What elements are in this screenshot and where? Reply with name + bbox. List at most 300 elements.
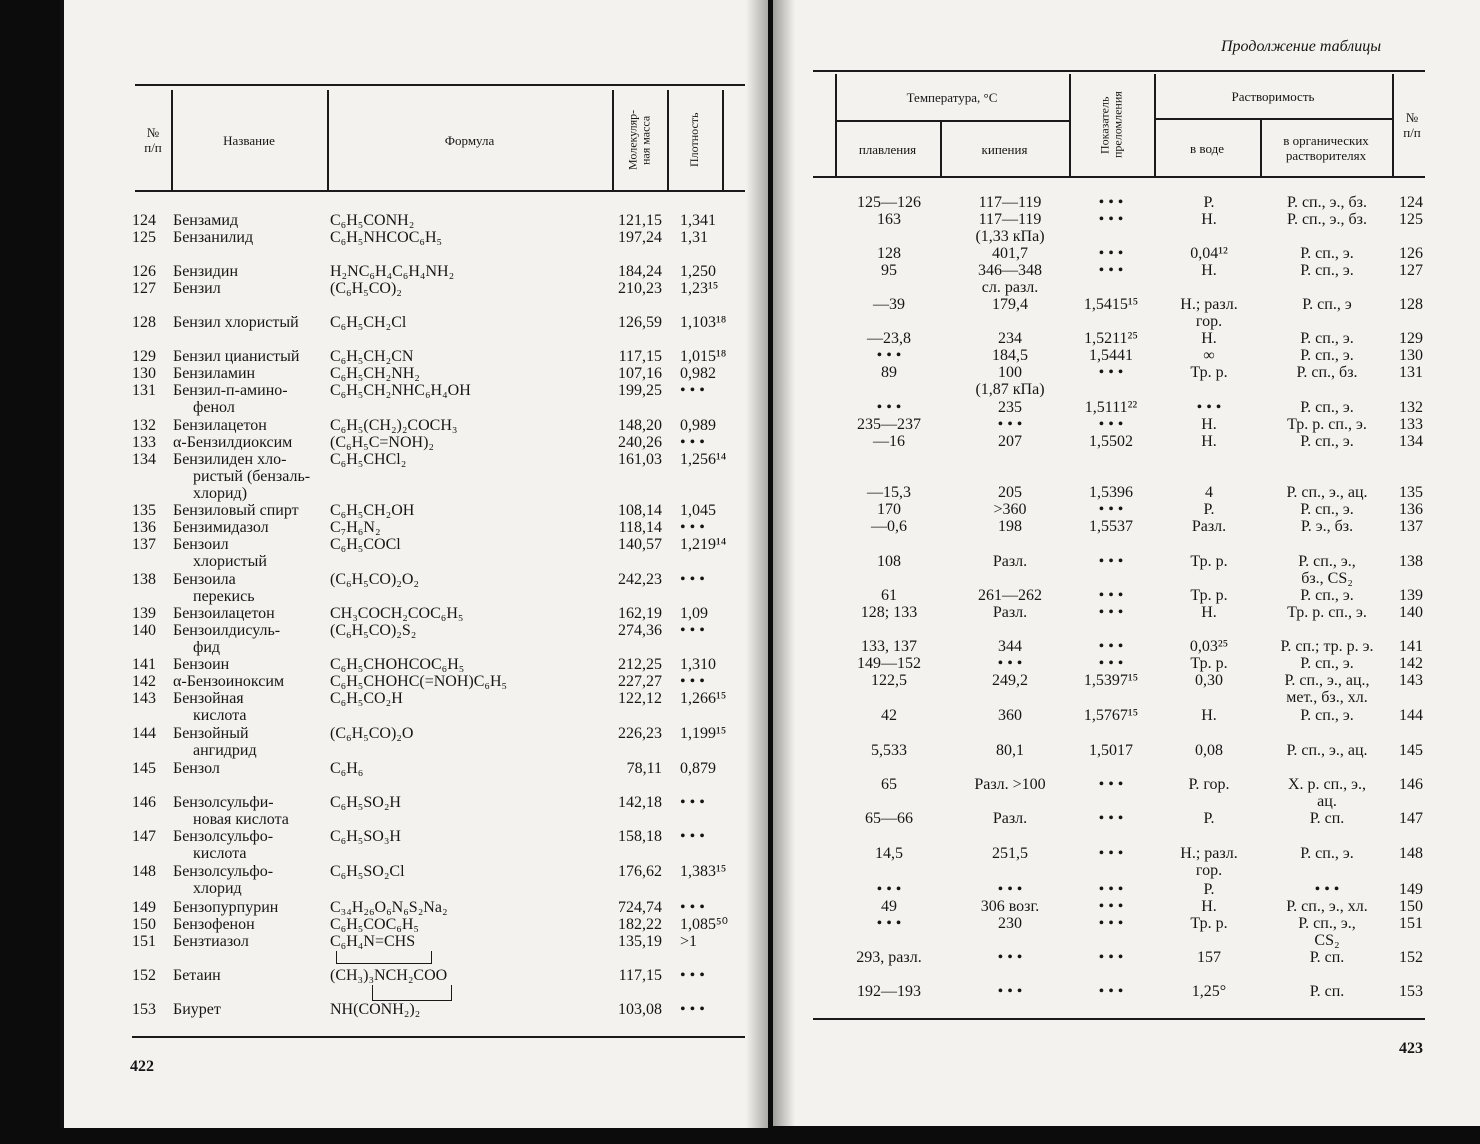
organic-solubility: Р. сп., э. (1300, 262, 1354, 279)
melting-point: —15,3 (867, 484, 911, 501)
header-formula: Формула (444, 132, 495, 148)
organic-solubility: Р. сп., э., бз., CS₂ (1298, 553, 1356, 587)
row-number: 131 (1399, 364, 1423, 381)
molecular-mass: 242,23 (618, 571, 662, 588)
compound-name: Бензиламин (173, 365, 256, 382)
melting-point: 163 (877, 211, 901, 228)
header-col-divider (722, 90, 724, 190)
boiling-point: >360 (993, 501, 1027, 518)
boiling-point: 360 (998, 707, 1022, 724)
refraction-index: 1,5017 (1089, 742, 1133, 759)
compound-formula: (C₆H₅CO)₂S₂ (330, 622, 417, 639)
refraction-index: 1,5441 (1089, 347, 1133, 364)
compound-name: Бензолсульфи- новая кислота (173, 794, 289, 828)
melting-point: • • • (876, 399, 902, 416)
molecular-mass: 210,23 (618, 280, 662, 297)
row-number: 152 (1399, 949, 1423, 966)
row-number: 148 (1399, 845, 1423, 862)
compound-name: Бензиловый спирт (173, 502, 299, 519)
row-number: 146 (1399, 776, 1423, 793)
boiling-point: 198 (998, 518, 1022, 535)
organic-solubility: Р. сп., э. (1300, 433, 1354, 450)
melting-point: 5,533 (871, 742, 907, 759)
refraction-index: • • • (1098, 553, 1124, 570)
melting-point: 133, 137 (861, 638, 917, 655)
organic-solubility: Р. сп., э., ац. (1286, 484, 1368, 501)
water-solubility: Тр. р. (1190, 364, 1228, 381)
row-number: 133 (1399, 416, 1423, 433)
row-number: 150 (132, 916, 156, 933)
melting-point: 170 (877, 501, 901, 518)
refraction-index: 1,5537 (1089, 518, 1133, 535)
boiling-point: • • • (997, 881, 1023, 898)
boiling-point: • • • (997, 949, 1023, 966)
molecular-mass: 724,74 (618, 899, 662, 916)
refraction-index: 1,5415¹⁵ (1083, 296, 1139, 313)
compound-name: Бензил (173, 280, 221, 297)
water-solubility: • • • (1196, 399, 1222, 416)
boiling-point: 205 (998, 484, 1022, 501)
compound-formula: C₆H₅COC₆H₅ (330, 916, 419, 933)
compound-formula: C₆H₆ (330, 760, 364, 777)
boiling-point: Разл. >100 (974, 776, 1046, 793)
compound-name: Бензолсульфо- кислота (173, 828, 274, 862)
compound-formula: C₆H₅CH₂Cl (330, 314, 407, 331)
density-value: 1,199¹⁵ (680, 725, 727, 742)
water-solubility: 0,04¹² (1190, 245, 1228, 262)
header-num: № п/п (1403, 110, 1421, 140)
water-solubility: Р. гор. (1188, 776, 1230, 793)
row-number: 145 (132, 760, 156, 777)
density-value: 1,09 (680, 605, 708, 622)
row-number: 153 (132, 1001, 156, 1018)
row-number: 138 (132, 571, 156, 588)
water-solubility: 0,03²⁵ (1189, 638, 1229, 655)
melting-point: 122,5 (871, 672, 907, 689)
compound-name: Бензтиазол (173, 933, 249, 950)
boiling-point: 100 (1,87 кПа) (975, 364, 1045, 398)
row-number: 149 (1399, 881, 1423, 898)
row-number: 135 (132, 502, 156, 519)
compound-formula: C₆H₅CH₂OH (330, 502, 415, 519)
density-value: • • • (680, 794, 705, 811)
water-solubility: Н.; разл. гор. (1180, 296, 1238, 330)
organic-solubility: Р. сп., э. (1300, 330, 1354, 347)
density-value: • • • (680, 622, 705, 639)
row-number: 140 (132, 622, 156, 639)
organic-solubility: Р. сп., э., хл. (1286, 898, 1368, 915)
boiling-point: 235 (998, 399, 1022, 416)
organic-solubility: Р. сп. (1309, 949, 1345, 966)
water-solubility: 4 (1205, 484, 1213, 501)
row-number: 127 (1399, 262, 1423, 279)
compound-name: Бензопурпурин (173, 899, 279, 916)
molecular-mass: 274,36 (618, 622, 662, 639)
molecular-mass: 117,15 (618, 967, 662, 984)
melting-point: 149—152 (857, 655, 921, 672)
density-value: >1 (680, 933, 698, 950)
row-number: 149 (132, 899, 156, 916)
water-solubility: Тр. р. (1190, 915, 1228, 932)
compound-formula: (C₆H₅CO)₂O₂ (330, 571, 419, 588)
water-solubility: Тр. р. (1190, 587, 1228, 604)
row-number: 135 (1399, 484, 1423, 501)
refraction-index: • • • (1098, 845, 1124, 862)
row-number: 141 (132, 656, 156, 673)
molecular-mass: 122,12 (618, 690, 662, 707)
boiling-point: 251,5 (992, 845, 1028, 862)
compound-name: Бензол (173, 760, 220, 777)
molecular-mass: 118,14 (618, 519, 662, 536)
molecular-mass: 126,59 (618, 314, 662, 331)
compound-formula: C₆H₅CHCl₂ (330, 451, 407, 468)
compound-formula: C₇H₆N₂ (330, 519, 381, 536)
melting-point: • • • (876, 881, 902, 898)
density-value: 1,266¹⁵ (680, 690, 727, 707)
water-solubility: Н. (1201, 211, 1217, 228)
refraction-index: 1,5111²² (1084, 399, 1138, 416)
density-value: • • • (680, 519, 705, 536)
row-number: 142 (1399, 655, 1423, 672)
organic-solubility: Р. сп., э. (1300, 399, 1354, 416)
melting-point: • • • (876, 915, 902, 932)
refraction-index: • • • (1098, 211, 1124, 228)
compound-formula: H₂NC₆H₄C₆H₄NH₂ (330, 263, 455, 280)
row-number: 131 (132, 382, 156, 399)
compound-name: α-Бензоиноксим (173, 673, 285, 690)
water-solubility: Н. (1201, 707, 1217, 724)
row-number: 145 (1399, 742, 1423, 759)
compound-name: Бензофенон (173, 916, 255, 933)
density-value: 1,31 (680, 229, 708, 246)
molecular-mass: 162,19 (618, 605, 662, 622)
row-number: 143 (132, 690, 156, 707)
water-solubility: Р. (1203, 501, 1215, 518)
density-value: 1,310 (680, 656, 716, 673)
refraction-index: • • • (1098, 416, 1124, 433)
organic-solubility: Р. сп., э. (1300, 655, 1354, 672)
ring-bond-line (336, 963, 432, 964)
melting-point: 235—237 (857, 416, 921, 433)
page-spine-edge (60, 0, 64, 1128)
melting-point: 293, разл. (856, 949, 922, 966)
organic-solubility: Р. сп., бз. (1296, 364, 1358, 381)
boiling-point: 249,2 (992, 672, 1028, 689)
compound-name: Бензанилид (173, 229, 254, 246)
compound-name: Бензоин (173, 656, 230, 673)
boiling-point: Разл. (992, 810, 1028, 827)
organic-solubility: Р. сп.; тр. р. э. (1280, 638, 1374, 655)
row-number: 136 (1399, 501, 1423, 518)
boiling-point: 117—119 (978, 194, 1042, 211)
water-solubility: 0,08 (1195, 742, 1223, 759)
melting-point: —23,8 (867, 330, 911, 347)
melting-point: 125—126 (857, 194, 921, 211)
melting-point: 49 (881, 898, 897, 915)
melting-point: 14,5 (875, 845, 903, 862)
melting-point: 42 (881, 707, 897, 724)
header-in-water: в воде (1190, 140, 1224, 156)
water-solubility: Тр. р. (1190, 655, 1228, 672)
compound-formula: NH(CONH₂)₂ (330, 1001, 421, 1018)
header-num: № п/п (144, 125, 162, 155)
refraction-index: 1,5396 (1089, 484, 1133, 501)
compound-name: Бензойная кислота (173, 690, 247, 724)
header-solubility: Растворимость (1231, 88, 1315, 104)
molecular-mass: 184,24 (618, 263, 662, 280)
refraction-index: • • • (1098, 364, 1124, 381)
refraction-index: • • • (1098, 587, 1124, 604)
row-number: 126 (1399, 245, 1423, 262)
density-value: • • • (680, 434, 705, 451)
compound-formula: C₆H₅SO₃H (330, 828, 401, 845)
row-number: 125 (1399, 211, 1423, 228)
organic-solubility: Р. сп., э., ац. (1286, 742, 1368, 759)
water-solubility: Тр. р. (1190, 553, 1228, 570)
molecular-mass: 140,57 (618, 536, 662, 553)
water-solubility: Р. (1203, 194, 1215, 211)
header-bottom-rule (135, 190, 745, 192)
density-value: • • • (680, 1001, 705, 1018)
melting-point: 61 (881, 587, 897, 604)
compound-formula: C₆H₅SO₂Cl (330, 863, 405, 880)
row-number: 148 (132, 863, 156, 880)
header-boiling: кипения (981, 141, 1028, 157)
refraction-index: • • • (1098, 604, 1124, 621)
molecular-mass: 240,26 (618, 434, 662, 451)
density-value: • • • (680, 828, 705, 845)
row-number: 132 (132, 417, 156, 434)
melting-point: —0,6 (871, 518, 907, 535)
row-number: 124 (132, 212, 156, 229)
boiling-point: Разл. (992, 604, 1028, 621)
boiling-point: 230 (998, 915, 1022, 932)
molecular-mass: 199,25 (618, 382, 662, 399)
row-number: 146 (132, 794, 156, 811)
compound-formula: (CH₃)₃NCH₂COO (330, 967, 448, 984)
compound-name: Бензоилацетон (173, 605, 275, 622)
header-density: Плотность (687, 112, 701, 168)
row-number: 140 (1399, 604, 1423, 621)
melting-point: 95 (881, 262, 897, 279)
boiling-point: 261—262 (978, 587, 1042, 604)
molecular-mass: 182,22 (618, 916, 662, 933)
melting-point: 128; 133 (860, 604, 918, 621)
row-number: 129 (1399, 330, 1423, 347)
organic-solubility: • • • (1314, 881, 1340, 898)
boiling-point: 207 (998, 433, 1022, 450)
row-number: 142 (132, 673, 156, 690)
organic-solubility: Тр. р. сп., э. (1287, 604, 1367, 621)
refraction-index: • • • (1098, 776, 1124, 793)
compound-name: Бензоил хлористый (173, 536, 267, 570)
compound-formula: C₆H₅CHOHCOC₆H₅ (330, 656, 465, 673)
water-solubility: 157 (1197, 949, 1221, 966)
density-value: 1,23¹⁵ (680, 280, 719, 297)
density-value: 0,879 (680, 760, 716, 777)
ring-bond-line (431, 951, 432, 964)
boiling-point: 346—348 сл. разл. (978, 262, 1042, 296)
molecular-mass: 161,03 (618, 451, 662, 468)
row-number: 139 (1399, 587, 1423, 604)
density-value: • • • (680, 899, 705, 916)
organic-solubility: Р. сп., э. (1300, 245, 1354, 262)
row-number: 129 (132, 348, 156, 365)
water-solubility: Р. (1203, 881, 1215, 898)
header-temperature: Температура, °C (906, 89, 998, 105)
header-top-rule (135, 84, 745, 86)
melting-point: 65—66 (865, 810, 913, 827)
organic-solubility: Р. сп., э. (1300, 347, 1354, 364)
header-top-rule (813, 70, 1425, 72)
row-number: 134 (1399, 433, 1423, 450)
refraction-index: 1,5502 (1089, 433, 1133, 450)
organic-solubility: Р. сп. (1309, 810, 1345, 827)
molecular-mass: 148,20 (618, 417, 662, 434)
molecular-mass: 78,11 (626, 760, 662, 777)
compound-name: Бензидин (173, 263, 238, 280)
ring-bond-line (372, 985, 373, 1001)
melting-point: —39 (873, 296, 905, 313)
melting-point: 128 (877, 245, 901, 262)
refraction-index: 1,5211²⁵ (1084, 330, 1138, 347)
density-value: 1,256¹⁴ (680, 451, 727, 468)
row-number: 127 (132, 280, 156, 297)
row-number: 137 (1399, 518, 1423, 535)
water-solubility: Н. (1201, 330, 1217, 347)
density-value: 1,085⁵⁰ (680, 916, 728, 933)
row-number: 128 (1399, 296, 1423, 313)
water-solubility: Р. (1203, 810, 1215, 827)
melting-point: • • • (876, 347, 902, 364)
organic-solubility: Р. сп., э. (1300, 501, 1354, 518)
row-number: 144 (132, 725, 156, 742)
row-number: 130 (1399, 347, 1423, 364)
row-number: 138 (1399, 553, 1423, 570)
compound-formula: C₃₄H₂₆O₆N₆S₂Na₂ (330, 899, 448, 916)
left-page (60, 0, 768, 1128)
molecular-mass: 108,14 (618, 502, 662, 519)
compound-formula: C₆H₄N=CHS (330, 933, 416, 950)
compound-formula: (C₆H₅CO)₂O (330, 725, 414, 742)
molecular-mass: 176,62 (618, 863, 662, 880)
row-number: 151 (1399, 915, 1423, 932)
organic-solubility: Р. сп., э., бз. (1287, 194, 1367, 211)
boiling-point: • • • (997, 983, 1023, 1000)
water-solubility: ∞ (1203, 347, 1215, 364)
continuation-title: Продолжение таблицы (1221, 38, 1382, 55)
refraction-index: • • • (1098, 915, 1124, 932)
molecular-mass: 197,24 (618, 229, 662, 246)
header-molecular-mass: Молекуляр- ная масса (625, 109, 653, 171)
melting-point: 89 (881, 364, 897, 381)
row-number: 130 (132, 365, 156, 382)
compound-name: Бензоилдисуль- фид (173, 622, 281, 656)
refraction-index: • • • (1098, 881, 1124, 898)
compound-formula: C₆H₅CH₂NHC₆H₄OH (330, 382, 471, 399)
density-value: • • • (680, 673, 705, 690)
refraction-index: • • • (1098, 898, 1124, 915)
organic-solubility: Тр. р. сп., э. (1287, 416, 1367, 433)
refraction-index: • • • (1098, 194, 1124, 211)
organic-solubility: Р. сп., э (1302, 296, 1352, 313)
compound-name: Бензамид (173, 212, 239, 229)
boiling-point: 234 (998, 330, 1022, 347)
compound-name: Бензил-п-амино- фенол (173, 382, 288, 416)
refraction-index: • • • (1098, 245, 1124, 262)
table-bottom-rule (132, 1036, 745, 1038)
row-number: 152 (132, 967, 156, 984)
organic-solubility: Р. сп., э., бз. (1287, 211, 1367, 228)
row-number: 125 (132, 229, 156, 246)
density-value: • • • (680, 967, 705, 984)
compound-formula: CH₃COCH₂COC₆H₅ (330, 605, 464, 622)
compound-name: Бензолсульфо- хлорид (173, 863, 274, 897)
row-number: 134 (132, 451, 156, 468)
row-number: 137 (132, 536, 156, 553)
ring-bond-line (372, 1000, 452, 1001)
page-number: 422 (130, 1058, 154, 1075)
compound-formula: C₆H₅CHOHC(=NOH)C₆H₅ (330, 673, 508, 690)
row-number: 124 (1399, 194, 1423, 211)
refraction-index: • • • (1098, 810, 1124, 827)
refraction-index: • • • (1098, 949, 1124, 966)
boiling-point: Разл. (992, 553, 1028, 570)
refraction-index: • • • (1098, 638, 1124, 655)
compound-name: Бензил хлористый (173, 314, 299, 331)
row-number: 132 (1399, 399, 1423, 416)
density-value: • • • (680, 571, 705, 588)
boiling-point: 179,4 (992, 296, 1028, 313)
organic-solubility: Р. сп., э., ац., мет., бз., хл. (1284, 672, 1370, 706)
water-solubility: Н. (1201, 604, 1217, 621)
compound-formula: (C₆H₅CO)₂ (330, 280, 402, 297)
gutter-shadow (773, 0, 795, 1126)
density-value: 1,383¹⁵ (680, 863, 727, 880)
compound-name: α-Бензилдиоксим (173, 434, 293, 451)
row-number: 147 (1399, 810, 1423, 827)
compound-name: Бензил цианистый (173, 348, 300, 365)
density-value: 1,045 (680, 502, 716, 519)
organic-solubility: Р. сп., э. (1300, 845, 1354, 862)
organic-solubility: Р. сп., э., CS₂ (1298, 915, 1356, 949)
compound-name: Бензоила перекись (173, 571, 255, 605)
refraction-index: • • • (1098, 983, 1124, 1000)
organic-solubility: Р. сп. (1309, 983, 1345, 1000)
row-number: 143 (1399, 672, 1423, 689)
row-number: 144 (1399, 707, 1423, 724)
molecular-mass: 212,25 (618, 656, 662, 673)
water-solubility: Н. (1201, 262, 1217, 279)
row-number: 147 (132, 828, 156, 845)
molecular-mass: 117,15 (618, 348, 662, 365)
boiling-point: • • • (997, 416, 1023, 433)
header-refraction-index: Показатель преломления (1097, 91, 1125, 159)
water-solubility: 1,25° (1191, 983, 1227, 1000)
header-melting: плавления (858, 141, 917, 157)
boiling-point: • • • (997, 655, 1023, 672)
density-value: • • • (680, 382, 705, 399)
density-value: 1,015¹⁸ (680, 348, 727, 365)
compound-formula: C₆H₅SO₂H (330, 794, 401, 811)
molecular-mass: 142,18 (618, 794, 662, 811)
molecular-mass: 227,27 (618, 673, 662, 690)
density-value: 1,341 (680, 212, 716, 229)
density-value: 0,982 (680, 365, 716, 382)
water-solubility: Разл. (1191, 518, 1227, 535)
compound-name: Бензимидазол (173, 519, 269, 536)
density-value: 1,250 (680, 263, 716, 280)
